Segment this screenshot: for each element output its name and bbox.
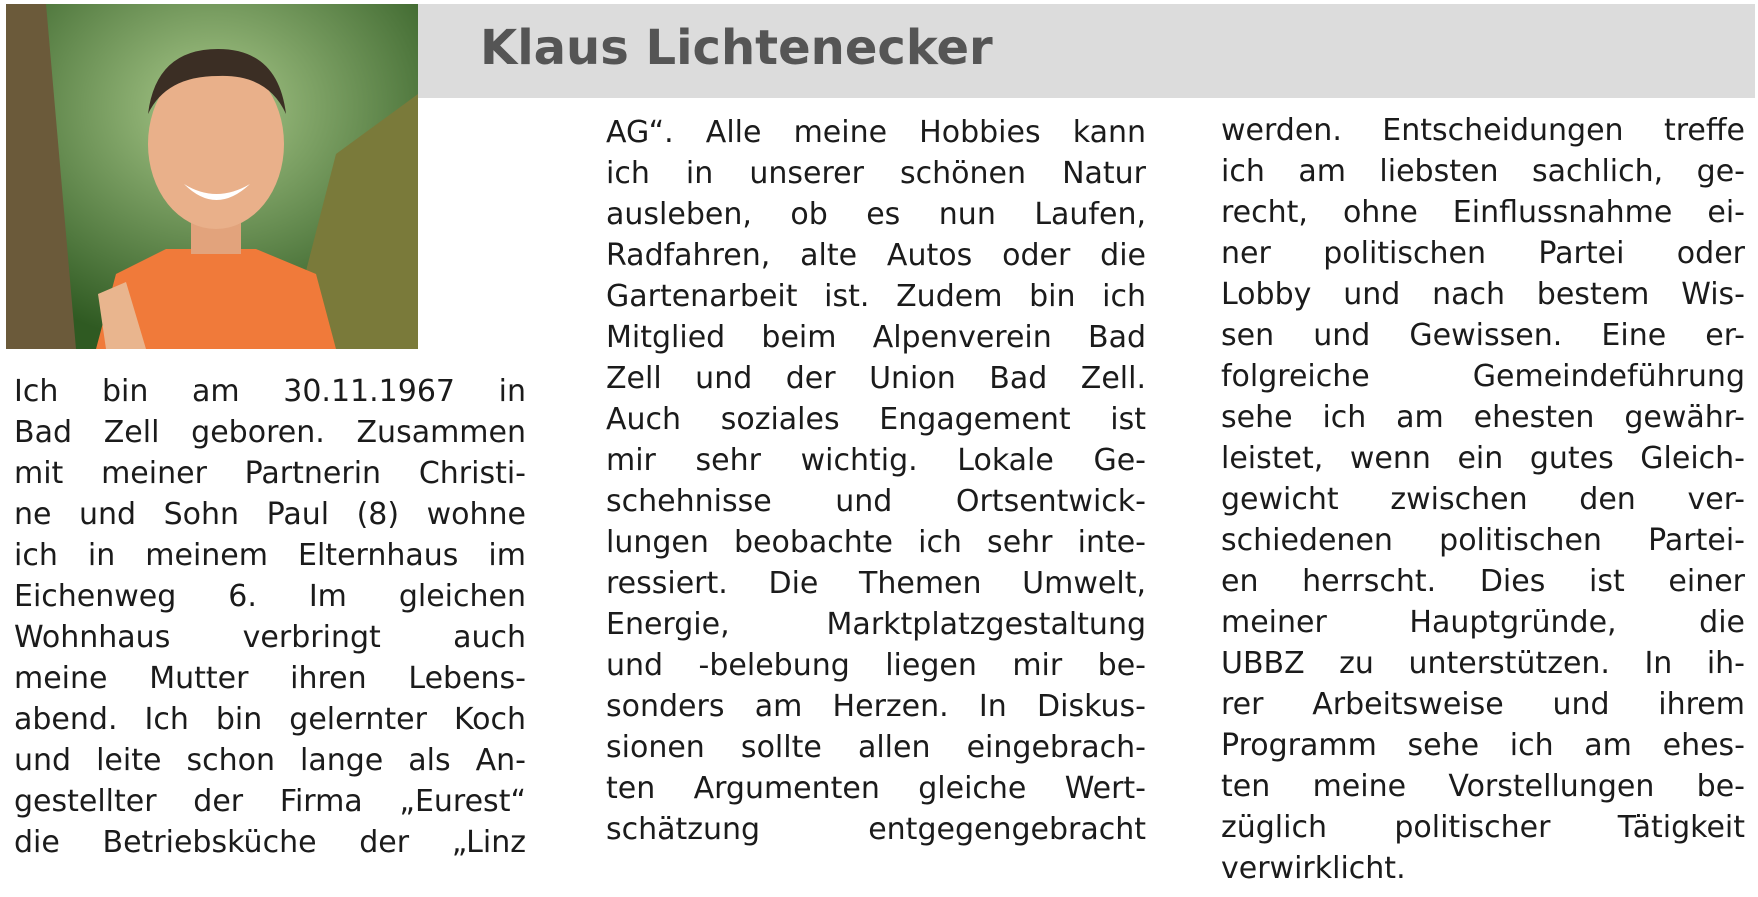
text-line: abend. Ich bin gelernter Koch <box>14 702 526 737</box>
text-column-3 <box>1221 110 1745 889</box>
text-line: rer Arbeitsweise und ihrem <box>1221 687 1745 722</box>
text-line: Radfahren, alte Autos oder die <box>606 238 1146 273</box>
page-title: Klaus Lichtenecker <box>480 20 993 76</box>
text-line: Mitglied beim Alpenverein Bad <box>606 320 1146 355</box>
text-line: sionen sollte allen eingebrach- <box>606 730 1146 765</box>
text-line: züglich politischer Tätigkeit <box>1221 810 1745 845</box>
text-line: Ich bin am 30.11.1967 in <box>14 374 526 409</box>
text-line: verwirklicht. <box>1221 851 1406 886</box>
text-line: meiner Hauptgründe, die <box>1221 605 1745 640</box>
text-line: gewicht zwischen den ver- <box>1221 482 1745 517</box>
text-line: ich in meinem Elternhaus im <box>14 538 526 573</box>
text-line: und -belebung liegen mir be- <box>606 648 1146 683</box>
text-column-2 <box>606 112 1146 850</box>
text-line: Lobby und nach bestem Wis- <box>1221 277 1745 312</box>
title-bar <box>418 4 1755 98</box>
portrait-photo <box>6 4 418 349</box>
text-line: leistet, wenn ein gutes Gleich- <box>1221 441 1745 476</box>
text-line: mit meiner Partnerin Christi- <box>14 456 526 491</box>
text-column-1 <box>14 371 526 863</box>
text-line: schiedenen politischen Partei- <box>1221 523 1745 558</box>
text-line: meine Mutter ihren Lebens- <box>14 661 526 696</box>
text-line: AG“. Alle meine Hobbies kann <box>606 115 1146 150</box>
text-line: die Betriebsküche der „Linz <box>14 825 526 860</box>
text-line: Programm sehe ich am ehes- <box>1221 728 1745 763</box>
text-line: gestellter der Firma „Eurest“ <box>14 784 526 819</box>
text-line: mir sehr wichtig. Lokale Ge- <box>606 443 1146 478</box>
text-line: Wohnhaus verbringt auch <box>14 620 526 655</box>
text-line: Auch soziales Engagement ist <box>606 402 1146 437</box>
text-line: ich am liebsten sachlich, ge- <box>1221 154 1745 189</box>
text-line: en herrscht. Dies ist einer <box>1221 564 1745 599</box>
text-line: ten meine Vorstellungen be- <box>1221 769 1745 804</box>
text-line: sonders am Herzen. In Diskus- <box>606 689 1146 724</box>
text-line: ich in unserer schönen Natur <box>606 156 1146 191</box>
text-line: schätzung entgegengebracht <box>606 812 1146 847</box>
text-line: Gartenarbeit ist. Zudem bin ich <box>606 279 1146 314</box>
text-line: schehnisse und Ortsentwick- <box>606 484 1146 519</box>
text-line: UBBZ zu unterstützen. In ih- <box>1221 646 1745 681</box>
text-line: lungen beobachte ich sehr inte- <box>606 525 1146 560</box>
text-line: ten Argumenten gleiche Wert- <box>606 771 1146 806</box>
text-line: recht, ohne Einflussnahme ei- <box>1221 195 1745 230</box>
text-line: werden. Entscheidungen treffe <box>1221 113 1745 148</box>
text-line: ne und Sohn Paul (8) wohne <box>14 497 526 532</box>
text-line: sehe ich am ehesten gewähr- <box>1221 400 1745 435</box>
text-line: ner politischen Partei oder <box>1221 236 1745 271</box>
text-line: ressiert. Die Themen Umwelt, <box>606 566 1146 601</box>
text-line: und leite schon lange als An- <box>14 743 526 778</box>
text-line: sen und Gewissen. Eine er- <box>1221 318 1745 353</box>
text-line: Bad Zell geboren. Zusammen <box>14 415 526 450</box>
text-line: folgreiche Gemeindeführung <box>1221 359 1745 394</box>
text-line: ausleben, ob es nun Laufen, <box>606 197 1146 232</box>
text-line: Eichenweg 6. Im gleichen <box>14 579 526 614</box>
text-line: Zell und der Union Bad Zell. <box>606 361 1146 396</box>
text-line: Energie, Marktplatzgestaltung <box>606 607 1146 642</box>
